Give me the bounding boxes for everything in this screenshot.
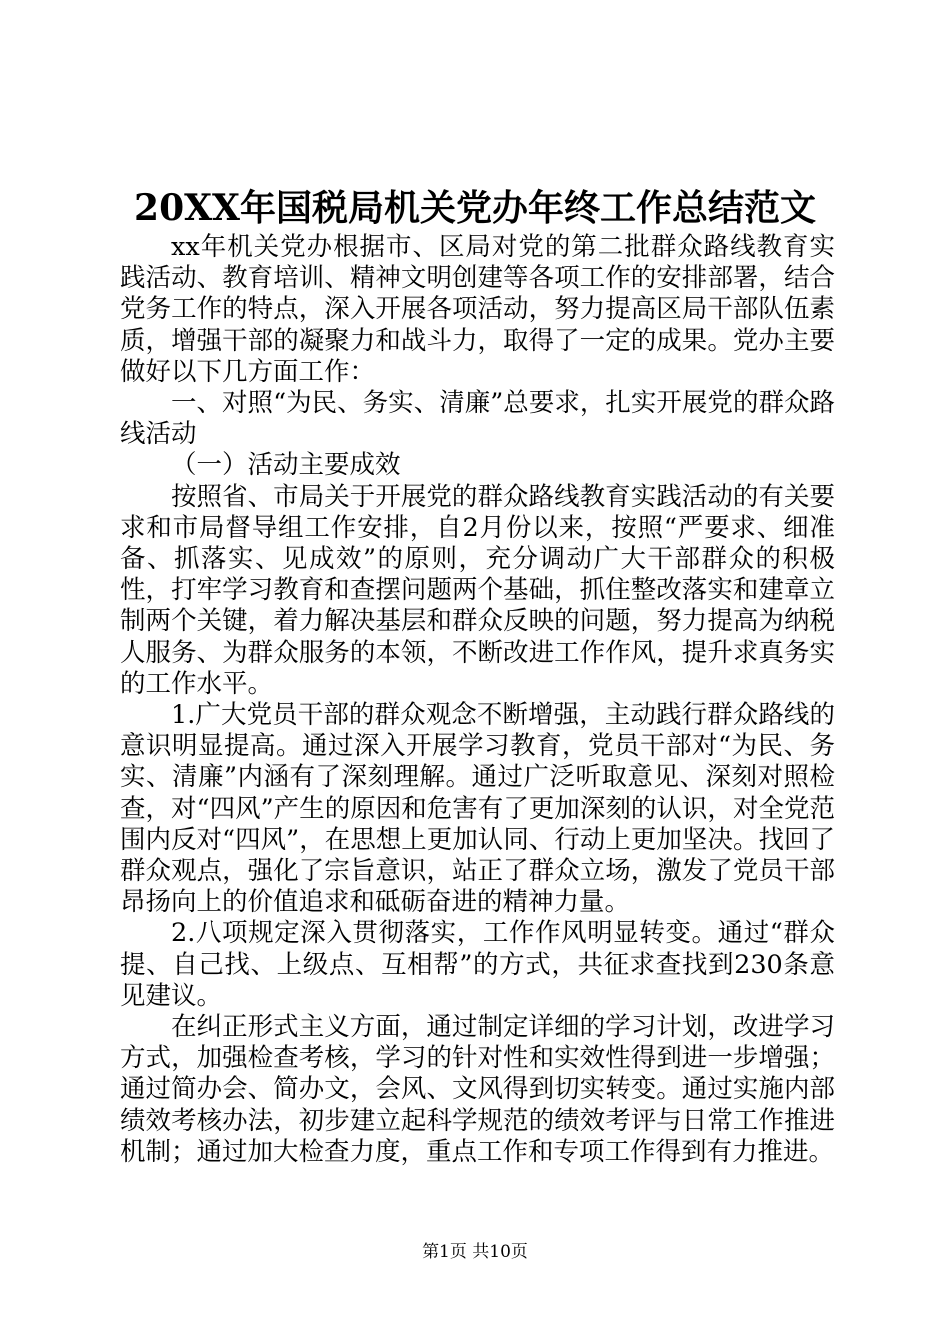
paragraph-intro: xx年机关党办根据市、区局对党的第二批群众路线教育实践活动、教育培训、精神文明创建等各项工作的安排部署，结合党务工作的特点，深入开展各项活动，努力提高区局干部队伍素质，增强干部的凝聚力和战斗力，取得了一定的成果。党办主要做好以下几方面工作：: [120, 232, 835, 387]
document-body: [120, 232, 835, 1168]
page-number: 第1页 共10页: [422, 1242, 528, 1262]
paragraph-achievements: 按照省、市局关于开展党的群众路线教育实践活动的有关要求和市局督导组工作安排，自2月份以来，按照“严要求、细准备、抓落实、见成效”的原则，充分调动广大干部群众的积极性，打牢学习教育和查摆问题两个基础，抓住整改落实和建章立制两个关键，着力解决基层和群众反映的问题，努力提高为纳税人服务、为群众服务的本领，不断改进工作作风，提升求真务实的工作水平。: [120, 481, 835, 699]
page-footer: [0, 1240, 950, 1264]
paragraph-item-2: 2.八项规定深入贯彻落实，工作作风明显转变。通过“群众提、自己找、上级点、互相帮”的方式，共征求查找到230条意见建议。: [120, 918, 835, 1011]
document-title: 20XX年国税局机关党办年终工作总结范文: [134, 187, 816, 229]
paragraph-item-1: 1.广大党员干部的群众观念不断增强，主动践行群众路线的意识明显提高。通过深入开展学习教育，党员干部对“为民、务实、清廉”内涵有了深刻理解。通过广泛听取意见、深刻对照检查，对“四风”产生的原因和危害有了更加深刻的认识，对全党范围内反对“四风”，在思想上更加认同、行动上更加坚决。找回了群众观点，强化了宗旨意识，站正了群众立场，激发了党员干部昂扬向上的价值追求和砥砺奋进的精神力量。: [120, 700, 835, 918]
paragraph-formalism: 在纠正形式主义方面，通过制定详细的学习计划，改进学习方式，加强检查考核，学习的针对性和实效性得到进一步增强；通过简办会、简办文，会风、文风得到切实转变。通过实施内部绩效考核办法，初步建立起科学规范的绩效考评与日常工作推进机制；通过加大检查力度，重点工作和专项工作得到有力推进。: [120, 1012, 835, 1167]
heading-subsection-1: （一）活动主要成效: [171, 450, 401, 481]
heading-section-1: 一、对照“为民、务实、清廉”总要求，扎实开展党的群众路线活动: [120, 388, 835, 450]
